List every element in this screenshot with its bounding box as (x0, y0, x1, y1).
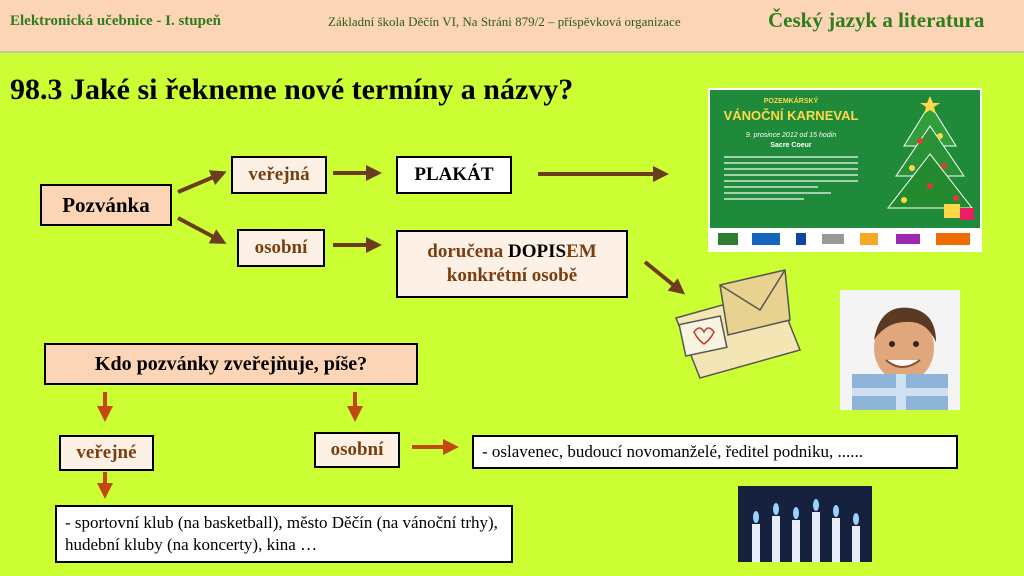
arrow-dopis-envelope (645, 262, 682, 292)
osobni-box: osobní (237, 229, 325, 267)
plakat-box: PLAKÁT (396, 156, 512, 194)
dopis-box (396, 230, 628, 298)
dopis-pre: doručena (427, 241, 509, 263)
birthday-candles-photo (738, 486, 872, 562)
carnival-poster-image (708, 88, 982, 252)
poster-headline: VÁNOČNÍ KARNEVAL (723, 108, 859, 123)
dopis-line-1 (427, 240, 596, 264)
verejne-box: veřejné (59, 435, 154, 471)
header-left-text: Elektronická učebnice - I. stupeň (10, 13, 221, 29)
pozvanka-box: Pozvánka (40, 184, 172, 226)
osobni-list-box: - oslavenec, budoucí novomanželé, ředitel podniku, ...... (472, 435, 958, 469)
question-box: Kdo pozvánky zveřejňuje, píše? (44, 343, 418, 385)
verejna-box: veřejná (231, 156, 327, 194)
osobni-answer-box: osobní (314, 432, 400, 468)
header-school-text: Základní škola Děčín VI, Na Stráni 879/2 – příspěvková organizace (328, 14, 681, 29)
poster-place: Sacre Coeur (770, 142, 812, 149)
dopis-post: EM (566, 241, 597, 263)
arrow-to-verejna (178, 173, 223, 192)
header-subject-text: Český jazyk a literatura (768, 8, 985, 32)
poster-top: POZEMKÁRSKÝ (763, 98, 819, 105)
verejne-list-box: - sportovní klub (na basketball), město Děčín (na vánoční trhy), hudební kluby (na koncerty), kina … (55, 505, 513, 563)
dopis-strong: DOPIS (508, 241, 567, 263)
boy-with-gift-photo (840, 290, 960, 410)
poster-sponsor-logos (710, 228, 980, 250)
dopis-line-2: konkrétní osobě (446, 265, 578, 286)
christmas-tree-icon (882, 96, 978, 224)
arrow-to-osobni (178, 218, 223, 242)
envelope-illustration (676, 270, 800, 378)
slide-title: 98.3 Jaké si řekneme nové termíny a názvy? (10, 73, 574, 106)
poster-body-text (724, 156, 858, 204)
poster-date: 9. prosince 2012 od 15 hodin (745, 132, 837, 139)
